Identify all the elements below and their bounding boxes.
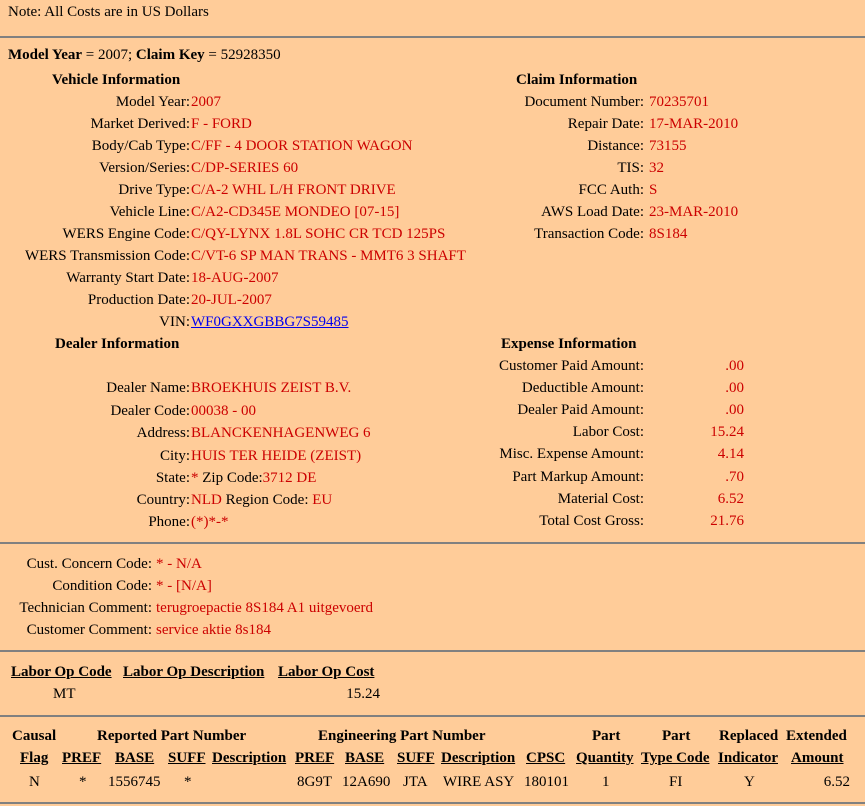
col-amount: Amount <box>791 750 844 766</box>
divider <box>0 715 865 717</box>
col-engineering-description: Description <box>441 750 516 766</box>
expense-field-value: 4.14 <box>717 446 744 463</box>
region-value: EU <box>312 492 333 508</box>
divider <box>0 542 865 544</box>
vehicle-field-value: 20-JUL-2007 <box>191 292 272 308</box>
vehicle-field-value: C/VT-6 SP MAN TRANS - MMT6 3 SHAFT <box>191 248 466 264</box>
dealer-field-value: 00038 - 00 <box>191 402 256 419</box>
dealer-info-title: Dealer Information <box>55 336 180 352</box>
expense-field-label: Labor Cost: <box>572 424 644 441</box>
expense-field-label: Misc. Expense Amount: <box>499 446 644 463</box>
claim-field-value: 23-MAR-2010 <box>649 204 739 220</box>
vehicle-field-label: Model Year: <box>115 94 190 110</box>
comment-field-label: Technician Comment: <box>19 600 152 616</box>
vehicle-field-label: Vehicle Line: <box>109 204 190 220</box>
dealer-field-label: Address: <box>136 425 190 441</box>
divider <box>0 802 865 804</box>
vin-link[interactable]: WF0GXXGBBG7S59485 <box>191 314 349 330</box>
vehicle-field-label: Drive Type: <box>118 182 190 198</box>
claim-field-label: Repair Date: <box>567 116 644 132</box>
claim-field-value: 70235701 <box>649 94 709 110</box>
part-replaced-indicator: Y <box>744 774 755 790</box>
dealer-field-label: Dealer Code: <box>110 402 190 419</box>
comment-field-value: service aktie 8s184 <box>156 622 271 638</box>
col-engineering-pref: PREF <box>295 750 335 766</box>
labor-op-cost: 15.24 <box>346 686 380 702</box>
claim-field-value: 32 <box>649 160 664 176</box>
vehicle-info-title: Vehicle Information <box>52 72 181 88</box>
vehicle-field-value: 18-AUG-2007 <box>191 270 279 286</box>
comment-field-value: * - N/A <box>156 556 202 572</box>
extended-group-header: Extended <box>786 728 847 744</box>
labor-op-description-header: Labor Op Description <box>123 664 265 680</box>
causal-group-header: Causal <box>12 728 57 744</box>
part-reported-suff: * <box>184 774 192 790</box>
claim-key-label: Claim Key <box>135 47 205 63</box>
country-label: Country: <box>136 492 190 508</box>
col-type-code: Type Code <box>641 750 710 766</box>
dealer-field-value: HUIS TER HEIDE (ZEIST) <box>191 447 362 464</box>
engineering-part-group-header: Engineering Part Number <box>318 728 486 744</box>
part-engineering-description: WIRE ASY <box>443 774 515 790</box>
vehicle-field-label: Version/Series: <box>99 160 190 176</box>
replaced-group-header: Replaced <box>719 728 779 744</box>
model-year-value: = 2007; <box>85 47 133 63</box>
col-reported-base: BASE <box>115 750 155 766</box>
vehicle-field-label: Body/Cab Type: <box>91 138 190 154</box>
expense-field-label: Part Markup Amount: <box>512 468 644 485</box>
claim-field-value: 73155 <box>649 138 687 154</box>
col-quantity: Quantity <box>576 750 634 766</box>
country-value: NLD <box>191 492 222 508</box>
labor-op-code-header: Labor Op Code <box>11 664 112 680</box>
reported-part-group-header: Reported Part Number <box>97 728 247 744</box>
currency-note: Note: All Costs are in US Dollars <box>8 4 209 20</box>
labor-op-code: MT <box>53 686 76 702</box>
col-flag: Flag <box>20 750 49 766</box>
dealer-field-label: Dealer Name: <box>106 380 190 396</box>
expense-field-value: .70 <box>725 468 744 485</box>
vin-value-wrap <box>191 313 349 331</box>
part-quantity: 1 <box>602 774 610 790</box>
comment-field-value: * - [N/A] <box>156 578 212 594</box>
vehicle-field-label: Production Date: <box>87 292 190 308</box>
country-region-row <box>191 491 332 509</box>
labor-op-cost-header: Labor Op Cost <box>278 664 375 680</box>
part-cpsc: 180101 <box>524 774 569 790</box>
dealer-field-label: City: <box>159 447 190 464</box>
state-label: State: <box>155 470 190 486</box>
vehicle-field-label: VIN: <box>159 314 190 330</box>
vehicle-field-value: 2007 <box>191 94 221 110</box>
claim-field-value: 17-MAR-2010 <box>649 116 739 132</box>
expense-field-label: Total Cost Gross: <box>539 512 644 529</box>
comment-field-label: Customer Comment: <box>26 622 152 638</box>
part-engineering-base: 12A690 <box>342 774 391 790</box>
part-flag: N <box>29 774 40 790</box>
part-engineering-pref: 8G9T <box>297 774 332 790</box>
col-engineering-base: BASE <box>345 750 385 766</box>
divider <box>0 650 865 652</box>
expense-field-value: 21.76 <box>710 512 744 529</box>
divider <box>0 36 865 38</box>
zip-label: Zip Code: <box>202 470 263 486</box>
comment-field-label: Cust. Concern Code: <box>26 556 152 572</box>
col-cpsc: CPSC <box>526 750 566 766</box>
claim-field-label: AWS Load Date: <box>541 204 644 220</box>
vehicle-field-label: Market Derived: <box>90 116 190 132</box>
expense-field-value: .00 <box>725 380 744 397</box>
vehicle-field-value: C/DP-SERIES 60 <box>191 160 299 176</box>
claim-field-label: FCC Auth: <box>578 182 644 198</box>
part-extended-amount: 6.52 <box>823 774 850 790</box>
claim-field-label: TIS: <box>617 160 644 176</box>
claim-field-value: S <box>649 182 658 198</box>
expense-field-label: Material Cost: <box>557 490 644 507</box>
part-engineering-suff: JTA <box>403 774 428 790</box>
state-zip-row <box>191 469 316 487</box>
expense-info-title: Expense Information <box>501 336 637 352</box>
vehicle-field-value: C/A2-CD345E MONDEO [07-15] <box>191 204 400 220</box>
claim-field-label: Distance: <box>587 138 644 154</box>
vehicle-field-label: WERS Engine Code: <box>62 226 190 242</box>
expense-field-label: Deductible Amount: <box>521 380 644 397</box>
expense-field-value: 6.52 <box>717 490 744 507</box>
claim-field-label: Transaction Code: <box>534 226 644 242</box>
dealer-field-value: BLANCKENHAGENWEG 6 <box>191 425 371 441</box>
region-label: Region Code: <box>225 492 309 508</box>
expense-field-value: .00 <box>725 402 744 419</box>
vehicle-field-value: C/A-2 WHL L/H FRONT DRIVE <box>191 182 396 198</box>
expense-field-value: .00 <box>725 358 744 374</box>
expense-field-label: Dealer Paid Amount: <box>517 402 644 419</box>
col-indicator: Indicator <box>718 750 778 766</box>
claim-field-value: 8S184 <box>649 226 688 242</box>
part-type-group-header: Part <box>662 728 691 744</box>
col-engineering-suff: SUFF <box>397 750 435 766</box>
part-type-code: FI <box>669 774 683 790</box>
vehicle-field-label: Warranty Start Date: <box>66 270 190 286</box>
phone-value: (*)*-* <box>191 514 229 530</box>
vehicle-field-label: WERS Transmission Code: <box>24 248 190 264</box>
zip-value: 3712 DE <box>262 470 317 486</box>
model-year-label: Model Year <box>8 47 83 63</box>
phone-label: Phone: <box>148 514 190 530</box>
claim-info-title: Claim Information <box>516 72 638 88</box>
claim-field-label: Document Number: <box>524 94 644 110</box>
col-reported-description: Description <box>212 750 287 766</box>
comment-field-label: Condition Code: <box>52 578 152 594</box>
vehicle-field-value: C/FF - 4 DOOR STATION WAGON <box>191 138 413 154</box>
col-reported-suff: SUFF <box>168 750 206 766</box>
expense-field-label: Customer Paid Amount: <box>498 358 644 374</box>
part-reported-base: 1556745 <box>108 774 161 790</box>
col-reported-pref: PREF <box>62 750 102 766</box>
state-value: * <box>191 470 199 486</box>
comment-field-value: terugroepactie 8S184 A1 uitgevoerd <box>156 600 374 616</box>
claim-key-value: = 52928350 <box>208 47 281 63</box>
claim-header <box>8 46 281 64</box>
vehicle-field-value: F - FORD <box>191 116 252 132</box>
dealer-field-value: BROEKHUIS ZEIST B.V. <box>191 380 352 396</box>
part-reported-pref: * <box>79 774 87 790</box>
vehicle-field-value: C/QY-LYNX 1.8L SOHC CR TCD 125PS <box>191 226 446 242</box>
part-quantity-group-header: Part <box>592 728 621 744</box>
expense-field-value: 15.24 <box>710 424 744 441</box>
